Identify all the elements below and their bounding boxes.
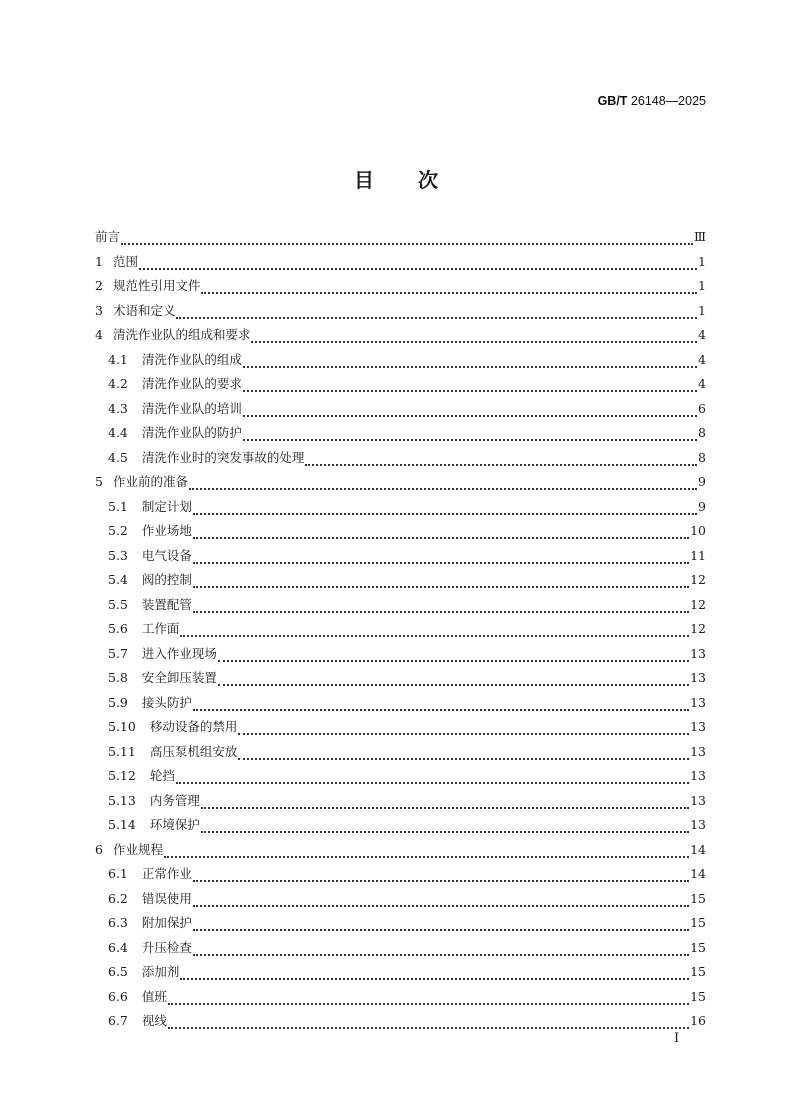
toc-entry[interactable] — [95, 960, 706, 985]
toc-entry-page: 1 — [698, 278, 706, 293]
toc-entry-label: 环境保护 — [149, 817, 200, 832]
toc-leader-dots — [251, 333, 697, 343]
toc-entry[interactable] — [95, 666, 706, 691]
toc-entry-label: 装置配管 — [141, 596, 192, 612]
toc-entry[interactable] — [95, 764, 706, 789]
toc-entry-label: 清洗作业队的组成 — [141, 351, 242, 367]
toc-entry-label: 错误使用 — [141, 890, 192, 906]
standard-code-number: 26148—2025 — [630, 94, 706, 108]
toc-leader-dots — [193, 529, 689, 539]
toc-entry-number: 4.3 — [108, 400, 128, 416]
toc-leader-dots — [193, 603, 689, 613]
toc-entry[interactable] — [95, 225, 706, 250]
toc-entry-number: 5.11 — [108, 743, 136, 759]
toc-entry-number: 3 — [95, 302, 103, 318]
toc-entry[interactable] — [95, 936, 706, 961]
toc-entry-label: 内务管理 — [149, 792, 200, 808]
toc-entry-page: 15 — [690, 988, 706, 1004]
toc-entry-label: 清洗作业队的要求 — [141, 376, 242, 391]
toc-entry-label: 前言 — [95, 229, 121, 244]
toc-entry[interactable] — [95, 887, 706, 912]
toc-entry-page: 1 — [698, 253, 706, 269]
toc-entry-page: 15 — [690, 964, 706, 979]
toc-leader-dots — [176, 309, 697, 319]
toc-entry-page: 12 — [690, 621, 706, 636]
toc-entry[interactable] — [95, 274, 706, 299]
toc-leader-dots — [168, 995, 689, 1005]
toc-entry-number: 5.4 — [108, 572, 128, 587]
toc-entry-page: 15 — [690, 939, 706, 955]
page-number: I — [674, 1031, 680, 1046]
toc-entry-label: 值班 — [141, 988, 167, 1004]
toc-entry[interactable] — [95, 691, 706, 716]
toc-entry-label: 移动设备的禁用 — [149, 719, 238, 734]
toc-entry-number: 6 — [95, 841, 103, 857]
toc-leader-dots — [243, 431, 697, 441]
toc-entry[interactable] — [95, 789, 706, 814]
toc-entry[interactable] — [95, 715, 706, 740]
toc-leader-dots — [243, 358, 697, 368]
toc-leader-dots — [201, 284, 697, 294]
toc-leader-dots — [218, 676, 689, 686]
toc-entry[interactable] — [95, 1009, 706, 1034]
toc-entry-label: 高压泵机组安放 — [149, 743, 238, 759]
toc-entry[interactable] — [95, 421, 706, 446]
toc-entry-page: 9 — [698, 498, 706, 514]
toc-entry[interactable] — [95, 250, 706, 275]
toc-entry[interactable] — [95, 519, 706, 544]
toc-entry-page: 13 — [690, 694, 706, 710]
toc-entry-page: 6 — [698, 400, 706, 416]
toc-entry-number: 6.7 — [108, 1013, 128, 1028]
toc-entry-number: 5.14 — [108, 817, 136, 832]
toc-entry-label: 作业场地 — [141, 523, 192, 538]
toc-entry[interactable] — [95, 862, 706, 887]
toc-entry-page: 12 — [690, 596, 706, 612]
toc-entry[interactable] — [95, 299, 706, 324]
toc-entry-number: 5.3 — [108, 547, 128, 563]
toc-entry[interactable] — [95, 323, 706, 348]
toc-entry-label: 清洗作业队的防护 — [141, 425, 242, 440]
toc-entry-page: 4 — [698, 376, 706, 391]
toc-entry-page: Ⅲ — [693, 229, 706, 244]
toc-entry[interactable] — [95, 544, 706, 569]
toc-entry-label: 升压检查 — [141, 939, 192, 955]
toc-entry[interactable] — [95, 911, 706, 936]
toc-leader-dots — [193, 554, 689, 564]
toc-entry-number: 4.2 — [108, 376, 128, 391]
toc-entry[interactable] — [95, 348, 706, 373]
toc-entry-number: 4 — [95, 327, 103, 342]
toc-leader-dots — [238, 725, 689, 735]
toc-entry-page: 12 — [690, 572, 706, 587]
toc-entry-page: 8 — [698, 449, 706, 465]
toc-entry-number: 6.5 — [108, 964, 128, 979]
toc-entry-number: 5.12 — [108, 768, 136, 783]
toc-entry-number: 5.9 — [108, 694, 128, 710]
toc-entry-label: 工作面 — [141, 621, 180, 636]
toc-leader-dots — [193, 578, 689, 588]
toc-leader-dots — [193, 701, 689, 711]
toc-entry-number: 5.5 — [108, 596, 128, 612]
toc-leader-dots — [164, 848, 689, 858]
toc-entry-label: 正常作业 — [141, 866, 192, 881]
toc-entry-number: 4.5 — [108, 449, 128, 465]
toc-entry-number: 5.10 — [108, 719, 136, 734]
toc-leader-dots — [193, 872, 689, 882]
toc-entry-label: 安全卸压装置 — [141, 670, 217, 685]
toc-entry-page: 14 — [690, 841, 706, 857]
toc-entry-label: 阀的控制 — [141, 572, 192, 587]
toc-entry-page: 14 — [690, 866, 706, 881]
toc-entry-page: 13 — [690, 768, 706, 783]
toc-leader-dots — [238, 750, 689, 760]
toc-leader-dots — [168, 1019, 689, 1029]
toc-entry-page: 13 — [690, 743, 706, 759]
toc-entry-label: 规范性引用文件 — [112, 278, 201, 293]
toc-entry-number: 1 — [95, 253, 103, 269]
toc-entry[interactable] — [95, 568, 706, 593]
page-title: 目次 — [354, 168, 482, 192]
toc-entry-page: 16 — [690, 1013, 706, 1028]
toc-entry-page: 11 — [690, 547, 706, 563]
toc-leader-dots — [121, 235, 693, 245]
table-of-contents — [95, 225, 706, 1034]
toc-entry[interactable] — [95, 372, 706, 397]
toc-entry[interactable] — [95, 813, 706, 838]
toc-entry-label: 作业规程 — [112, 841, 163, 857]
toc-entry-page: 4 — [698, 351, 706, 367]
toc-entry-page: 13 — [690, 792, 706, 808]
toc-entry-label: 轮挡 — [149, 768, 175, 783]
toc-entry-label: 视线 — [141, 1013, 167, 1028]
toc-entry-number: 5.13 — [108, 792, 136, 808]
toc-entry-number: 6.3 — [108, 915, 128, 930]
toc-leader-dots — [243, 407, 697, 417]
toc-leader-dots — [305, 456, 697, 466]
toc-entry[interactable] — [95, 617, 706, 642]
toc-entry[interactable] — [95, 593, 706, 618]
toc-entry-number: 6.1 — [108, 866, 128, 881]
toc-entry[interactable] — [95, 470, 706, 495]
toc-entry-label: 清洗作业时的突发事故的处理 — [141, 449, 305, 465]
toc-entry-label: 清洗作业队的培训 — [141, 400, 242, 416]
toc-entry-number: 5.8 — [108, 670, 128, 685]
toc-entry-number: 6.4 — [108, 939, 128, 955]
toc-entry-number: 5.6 — [108, 621, 128, 636]
toc-entry-label: 接头防护 — [141, 694, 192, 710]
toc-entry-label: 电气设备 — [141, 547, 192, 563]
toc-entry-page: 1 — [698, 302, 706, 318]
toc-leader-dots — [218, 652, 689, 662]
toc-entry[interactable] — [95, 642, 706, 667]
toc-entry[interactable] — [95, 985, 706, 1010]
toc-entry-page: 13 — [690, 670, 706, 685]
toc-leader-dots — [193, 946, 689, 956]
toc-entry-label: 制定计划 — [141, 498, 192, 514]
standard-code — [598, 94, 706, 108]
toc-entry-label: 附加保护 — [141, 915, 192, 930]
toc-leader-dots — [139, 260, 697, 270]
toc-entry-label: 范围 — [112, 253, 138, 269]
toc-leader-dots — [193, 897, 689, 907]
toc-leader-dots — [189, 480, 697, 490]
toc-entry-number: 5.7 — [108, 645, 128, 661]
toc-entry-number: 6.6 — [108, 988, 128, 1004]
toc-leader-dots — [201, 799, 689, 809]
toc-entry-page: 10 — [690, 523, 706, 538]
toc-entry-label: 清洗作业队的组成和要求 — [112, 327, 251, 342]
toc-entry[interactable] — [95, 495, 706, 520]
toc-entry-page: 13 — [690, 817, 706, 832]
toc-entry[interactable] — [95, 838, 706, 863]
toc-leader-dots — [176, 774, 689, 784]
toc-leader-dots — [243, 382, 697, 392]
toc-entry-page: 8 — [698, 425, 706, 440]
toc-entry-label: 进入作业现场 — [141, 645, 217, 661]
toc-entry-page: 13 — [690, 719, 706, 734]
toc-entry-label: 作业前的准备 — [112, 474, 188, 489]
toc-entry-number: 2 — [95, 278, 103, 293]
toc-entry-number: 5.2 — [108, 523, 128, 538]
toc-entry-number: 6.2 — [108, 890, 128, 906]
toc-entry-label: 添加剂 — [141, 964, 180, 979]
toc-entry[interactable] — [95, 446, 706, 471]
toc-entry-page: 15 — [690, 915, 706, 930]
toc-entry-page: 15 — [690, 890, 706, 906]
toc-entry-page: 9 — [698, 474, 706, 489]
toc-entry-number: 5 — [95, 474, 103, 489]
toc-entry[interactable] — [95, 397, 706, 422]
toc-entry-label: 术语和定义 — [112, 302, 176, 318]
toc-entry-number: 5.1 — [108, 498, 128, 514]
toc-entry-page: 13 — [690, 645, 706, 661]
toc-entry-page: 4 — [698, 327, 706, 342]
toc-leader-dots — [193, 921, 689, 931]
toc-leader-dots — [201, 823, 689, 833]
toc-leader-dots — [193, 505, 697, 515]
toc-leader-dots — [180, 627, 689, 637]
toc-entry-number: 4.1 — [108, 351, 128, 367]
standard-code-prefix: GB/T — [597, 94, 628, 108]
toc-entry[interactable] — [95, 740, 706, 765]
toc-leader-dots — [180, 970, 689, 980]
toc-entry-number: 4.4 — [108, 425, 128, 440]
